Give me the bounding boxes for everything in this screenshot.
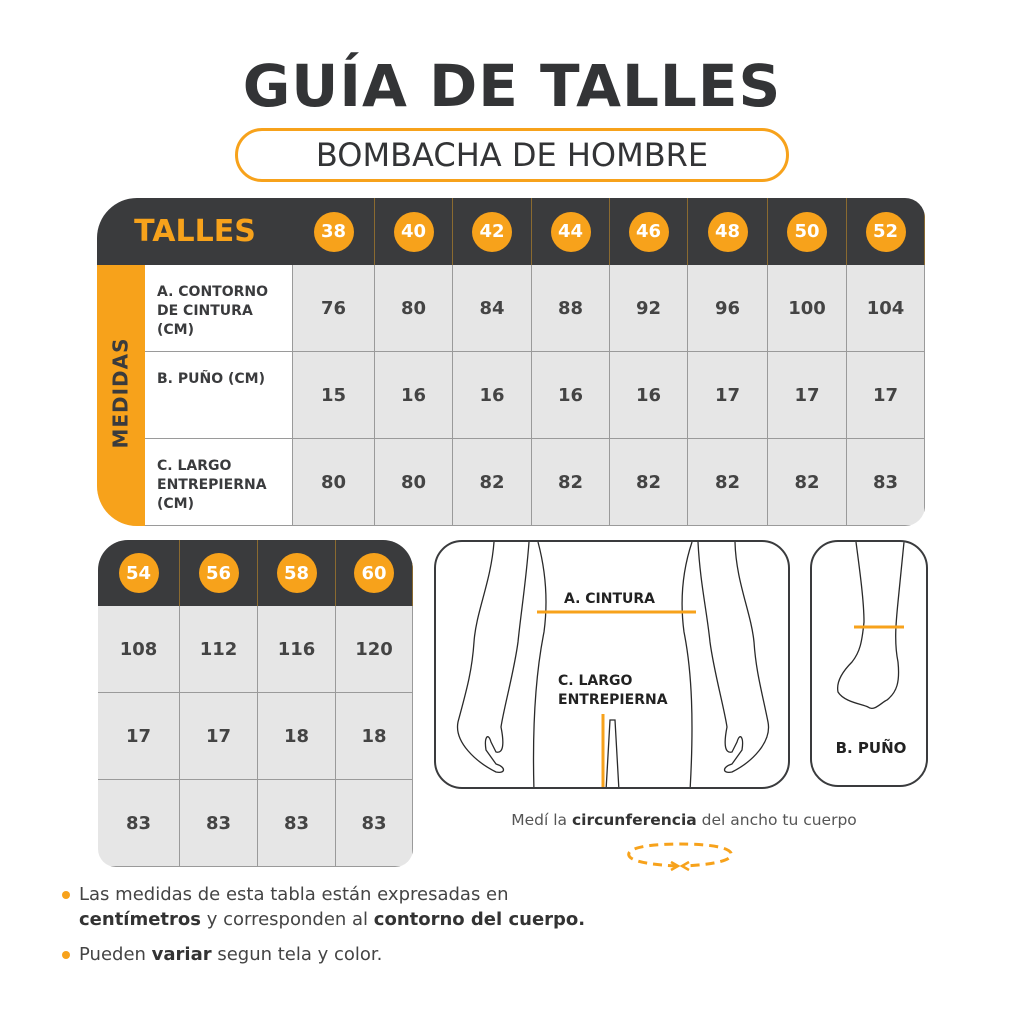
table-cell: 92: [610, 265, 688, 352]
table-cell: 80: [375, 439, 453, 526]
table-cell: 83: [258, 780, 336, 867]
bullet-icon: [62, 891, 70, 899]
circumference-arrows-icon: [625, 842, 735, 872]
size-header-42: [453, 198, 532, 265]
table-cell: 17: [180, 693, 258, 780]
size-header-44: [532, 198, 610, 265]
table-cell: 76: [293, 265, 375, 352]
size-badge: 52: [866, 212, 906, 252]
size-badge: 50: [787, 212, 827, 252]
body-outline-icon: [436, 542, 790, 789]
table-cell: 15: [293, 352, 375, 439]
note-1: [79, 882, 585, 932]
note-bold: variar: [151, 944, 212, 965]
body-figure: [434, 540, 790, 789]
size-header-54: [98, 540, 180, 606]
size-header-58: [258, 540, 336, 606]
note-text: segun tela y color.: [211, 944, 383, 965]
size-header-38: [293, 198, 375, 265]
bullet-icon: [62, 951, 70, 959]
wrist-figure: [810, 540, 928, 787]
size-badge: 56: [199, 553, 239, 593]
table-cell: 83: [98, 780, 180, 867]
size-badge: 42: [472, 212, 512, 252]
largo-label-1: C. LARGO: [558, 673, 633, 689]
page-title: GUÍA DE TALLES: [242, 52, 782, 120]
cintura-label: A. CINTURA: [564, 591, 656, 607]
talles-heading: TALLES: [134, 214, 256, 249]
row-label-puno: B. PUÑO (CM): [145, 352, 293, 439]
table-cell: 84: [453, 265, 532, 352]
table-cell: 108: [98, 606, 180, 693]
table-cell: 18: [336, 693, 413, 780]
table-cell: 83: [847, 439, 925, 526]
table-cell: 17: [768, 352, 847, 439]
largo-label-2: ENTREPIERNA: [558, 692, 668, 708]
measure-caption: [434, 811, 934, 829]
table-cell: 16: [453, 352, 532, 439]
note-text: Las medidas de esta tabla están expresadas en: [79, 884, 509, 905]
table-cell: 80: [375, 265, 453, 352]
note-bold: contorno del cuerpo.: [373, 909, 586, 930]
size-table-main: [97, 198, 925, 526]
size-badge: 58: [277, 553, 317, 593]
row-label-largo: C. LARGO ENTREPIERNA (CM): [145, 439, 293, 526]
size-header-48: [688, 198, 768, 265]
table-cell: 16: [375, 352, 453, 439]
size-badge: 38: [314, 212, 354, 252]
row-label-cintura: A. CONTORNO DE CINTURA (CM): [145, 265, 293, 352]
size-table-continued: [98, 540, 413, 867]
table-cell: 82: [532, 439, 610, 526]
note-text: y corresponden al: [201, 909, 374, 930]
table-cell: 16: [610, 352, 688, 439]
table-cell: 82: [610, 439, 688, 526]
table-cell: 17: [847, 352, 925, 439]
table-cell: 112: [180, 606, 258, 693]
size-badge: 40: [394, 212, 434, 252]
table-cell: 80: [293, 439, 375, 526]
size-header-46: [610, 198, 688, 265]
table-cell: 18: [258, 693, 336, 780]
size-badge: 54: [119, 553, 159, 593]
table-cell: 104: [847, 265, 925, 352]
table-cell: 83: [336, 780, 413, 867]
table-cell: 17: [98, 693, 180, 780]
puno-label: B. PUÑO: [835, 739, 907, 757]
table-cell: 83: [180, 780, 258, 867]
note-text: Pueden: [79, 944, 152, 965]
size-header-52: [847, 198, 925, 265]
medidas-label: MEDIDAS: [108, 337, 133, 449]
size-badge: 44: [551, 212, 591, 252]
size-header-56: [180, 540, 258, 606]
size-badge: 60: [354, 553, 394, 593]
size-header-60: [336, 540, 413, 606]
table-cell: 82: [688, 439, 768, 526]
size-header-40: [375, 198, 453, 265]
table-cell: 82: [768, 439, 847, 526]
caption-text: Medí la: [511, 811, 572, 829]
subtitle-pill: BOMBACHA DE HOMBRE: [235, 128, 789, 182]
table-cell: 16: [532, 352, 610, 439]
table-cell: 17: [688, 352, 768, 439]
caption-bold: circunferencia: [571, 811, 697, 829]
table-cell: 88: [532, 265, 610, 352]
caption-text: del ancho tu cuerpo: [696, 811, 857, 829]
note-bold: centímetros: [79, 909, 201, 930]
table-cell: 120: [336, 606, 413, 693]
table-cell: 82: [453, 439, 532, 526]
table-cell: 100: [768, 265, 847, 352]
table-cell: 96: [688, 265, 768, 352]
size-badge: 46: [629, 212, 669, 252]
size-header-50: [768, 198, 847, 265]
size-badge: 48: [708, 212, 748, 252]
table-cell: 116: [258, 606, 336, 693]
note-2: [79, 942, 382, 967]
